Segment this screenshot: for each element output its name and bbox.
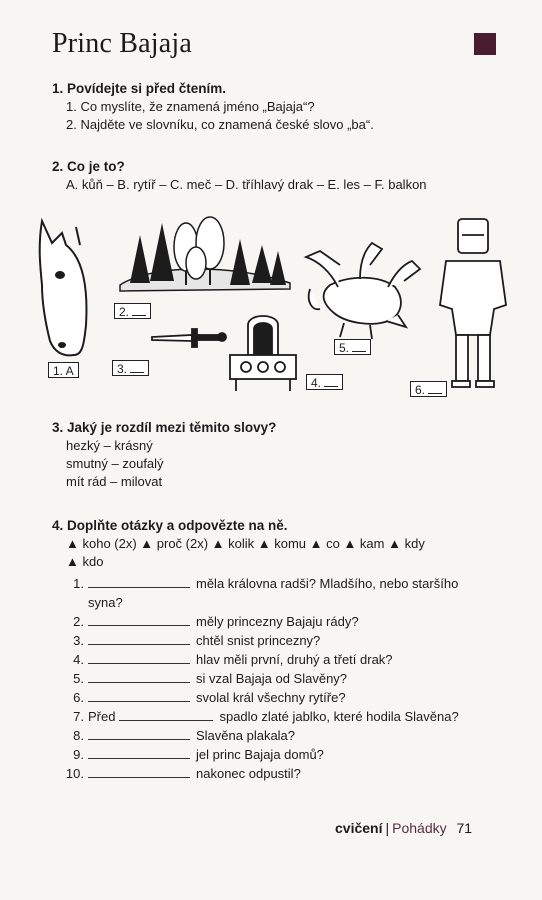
exercise-row [54,613,359,631]
illustrations [0,205,542,400]
section-1-item: 1. Co myslíte, že znamená jméno „Bajaja“? [66,99,315,114]
row-number: 1. [73,576,84,591]
section-1 [52,80,374,134]
label-forest[interactable] [114,303,151,319]
row-number: 7. [73,709,84,724]
label-balcony[interactable] [306,374,343,390]
exercise-row [54,575,458,593]
exercise-row [54,765,301,783]
answer-blank[interactable] [88,613,190,626]
dragon-illustration [306,243,420,339]
word-pair: smutný – zoufalý [66,456,164,471]
section-1-item: 2. Najděte ve slovníku, co znamená české slovo „ba“. [66,117,374,132]
exercise-row [54,632,320,650]
label-horse[interactable] [48,362,79,378]
row-text: hlav měli první, druhý a třetí drak? [196,652,393,667]
answer-blank[interactable] [88,632,190,645]
row-text: měla královna radši? Mladšího, nebo staršího [196,576,459,591]
section-2-options: A. kůň – B. rytíř – C. meč – D. tříhlavý drak – E. les – F. balkon [66,177,427,192]
forest-illustration [120,217,290,291]
row-text: jel princ Bajaja domů? [196,747,324,762]
row-text: svolal král všechny rytíře? [196,690,346,705]
page-title: Princ Bajaja [52,28,193,59]
answer-blank[interactable] [88,727,190,740]
word-pair: mít rád – milovat [66,474,163,489]
answer-blank [130,362,144,373]
row-text: spadlo zlaté jablko, které hodila Slavěna? [219,709,459,724]
answer-blank [324,376,338,387]
label-knight[interactable] [410,381,447,397]
row-text: syna? [88,595,123,610]
question-words-line: ▲ koho (2x) ▲ proč (2x) ▲ kolik ▲ komu ▲ co ▲ kam ▲ kdy [66,536,425,551]
question-words-line: ▲ kdo [66,554,104,569]
label-balcony-text: 4. [311,376,322,390]
row-number: 3. [73,633,84,648]
row-prefix: Před [88,709,116,724]
row-text: Slavěna plakala? [196,728,296,743]
section-1-heading: 1. Povídejte si před čtením. [52,81,227,96]
answer-blank[interactable] [88,746,190,759]
row-number: 5. [73,671,84,686]
exercise-row [54,651,393,669]
answer-blank [132,305,146,316]
page-footer [335,820,472,836]
answer-blank[interactable] [88,689,190,702]
label-dragon[interactable] [334,339,371,355]
footer-separator: | [385,820,390,836]
label-sword-text: 3. [117,362,128,376]
label-knight-text: 6. [415,383,426,397]
row-number: 8. [73,728,84,743]
exercise-row [54,708,459,726]
row-number: 10. [65,766,84,781]
section-4 [52,517,425,571]
exercise-row [54,670,347,688]
footer-section: cvičení [335,820,383,836]
exercise-row-continued [54,594,123,612]
answer-blank [352,341,366,352]
answer-blank[interactable] [88,575,190,588]
word-pair: hezký – krásný [66,438,153,453]
exercise-row [54,727,295,745]
row-number: 9. [73,747,84,762]
page-number: 71 [456,820,473,836]
exercise-row [54,746,324,764]
label-forest-text: 2. [119,305,130,319]
horse-illustration [40,221,87,355]
answer-blank[interactable] [88,651,190,664]
label-horse-text: 1. A [53,364,74,378]
knight-illustration [440,219,506,387]
footer-category: Pohádky [392,820,447,836]
answer-blank[interactable] [88,670,190,683]
label-sword[interactable] [112,360,149,376]
row-text: nakonec odpustil? [196,766,301,781]
row-number: 4. [73,652,84,667]
row-text: měly princezny Bajaju rády? [196,614,359,629]
section-4-heading: 4. Doplňte otázky a odpovězte na ně. [52,518,288,533]
answer-blank [428,383,442,394]
row-number: 6. [73,690,84,705]
section-3 [52,419,276,491]
section-2-heading: 2. Co je to? [52,159,125,174]
section-2 [52,158,427,194]
exercise-row [54,689,346,707]
row-number: 2. [73,614,84,629]
balcony-illustration [230,316,296,391]
answer-blank[interactable] [119,708,213,721]
row-text: chtěl snist princezny? [196,633,321,648]
section-3-heading: 3. Jaký je rozdíl mezi těmito slovy? [52,420,277,435]
label-dragon-text: 5. [339,341,350,355]
answer-blank[interactable] [88,765,190,778]
chapter-marker [474,33,496,55]
sword-illustration [152,329,226,347]
row-text: si vzal Bajaja od Slavěny? [196,671,348,686]
